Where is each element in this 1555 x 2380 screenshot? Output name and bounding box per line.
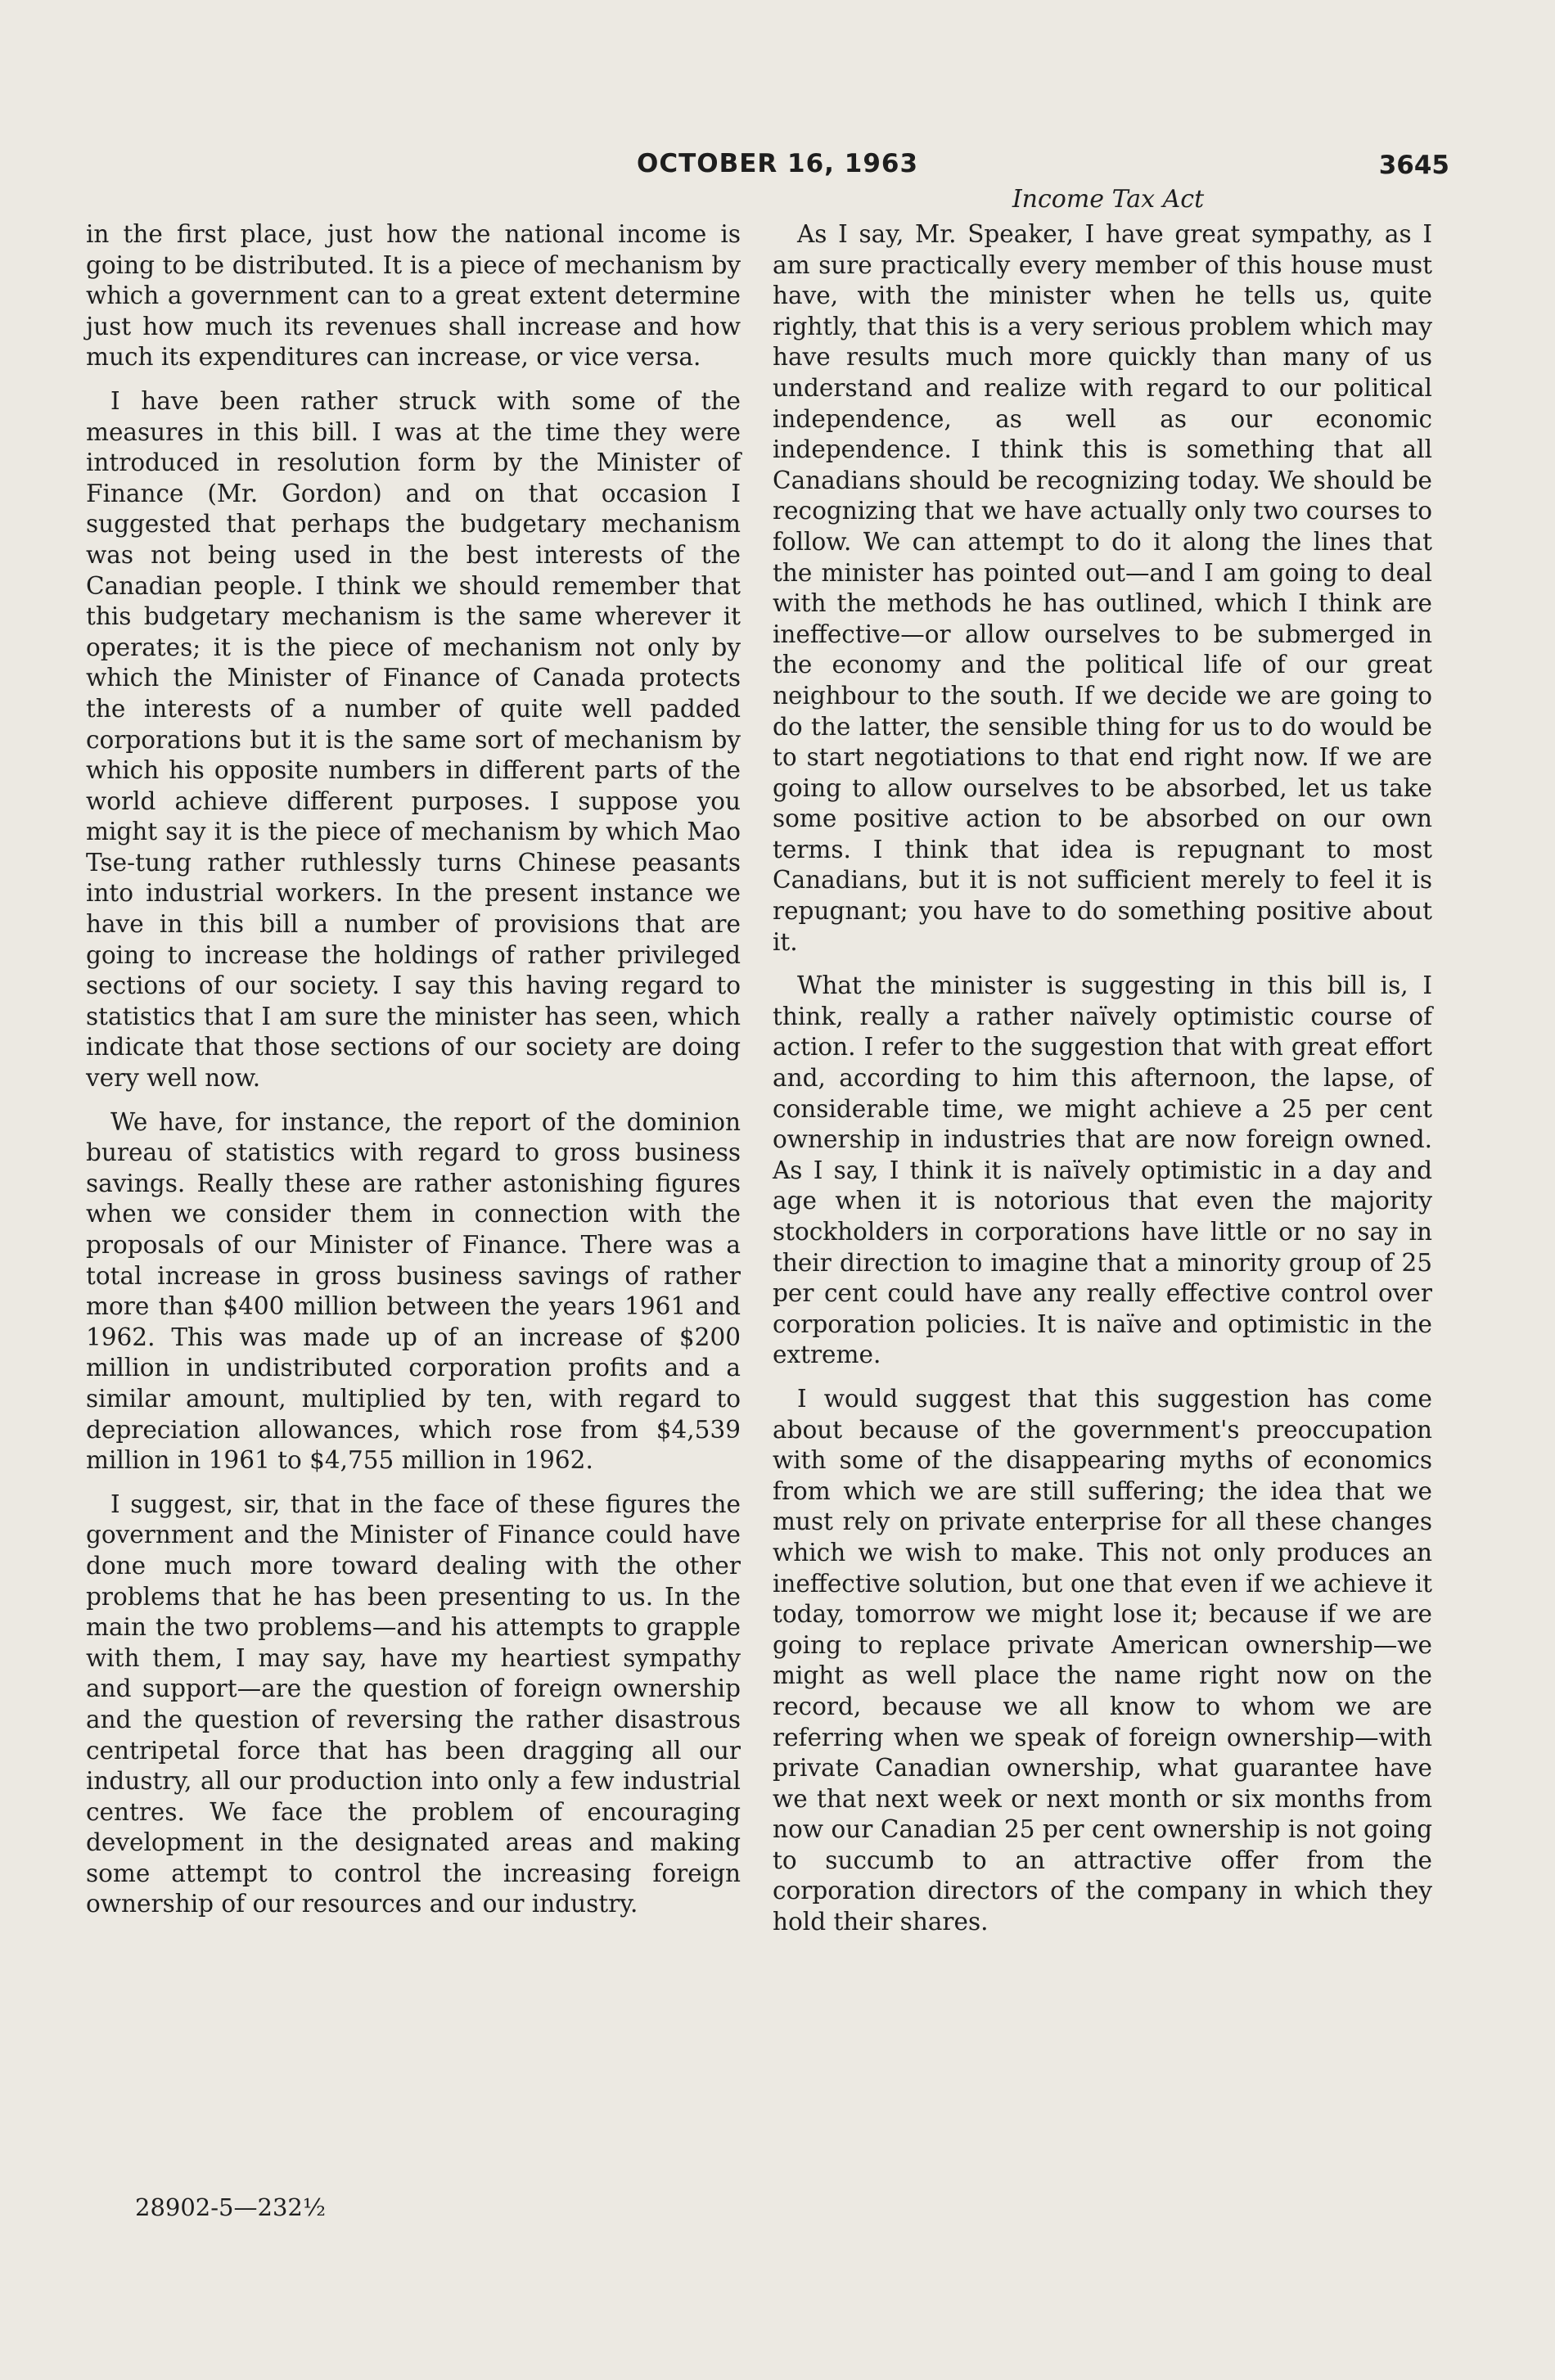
paragraph: I suggest, sir, that in the face of these figures the government and the Minister of Finance could have done much more toward dealing with the other problems that he has been presenting to us. In the main the two problems—and his attempts to grapple with them, I may say, have my heartiest sympathy and support—are the question of foreign ownership and the question of reversing the rather disastrous centripetal force that has been dragging all our industry, all our production into only a few industrial centres. We face the problem of encouraging development in the designated areas and making some attempt to control the increasing foreign ownership of our resources and our industry.	[86, 1490, 741, 1918]
page-number: 3645	[1378, 151, 1449, 180]
paragraph: We have, for instance, the report of the dominion bureau of statistics with regard to gross business savings. Really these are rather astonishing figures when we consider them in connection with the proposals of our Minister of Finance. There was a total increase in gross business savings of rather more than $400 million between the years 1961 and 1962. This was made up of an increase of $200 million in undistributed corporation profits and a similar amount, multiplied by ten, with regard to depreciation allowances, which rose from $4,539 million in 1961 to $4,755 million in 1962.	[86, 1107, 741, 1475]
running-head: Income Tax Act	[1012, 185, 1205, 214]
paragraph: What the minister is suggesting in this bill is, I think, really a rather naïvely optimistic course of action. I refer to the suggestion that with great effort and, according to him this afternoon, the lapse, of considerable time, we might achieve a 25 per cent ownership in industries that are now foreign owned. As I say, I think it is naïvely optimistic in a day and age when it is notorious that even the majority stockholders in corporations have little or no say in their direction to imagine that a minority group of 25 per cent could have any really effective control over corporation policies. It is naïve and optimistic in the extreme.	[773, 971, 1432, 1369]
right-column	[773, 219, 1432, 1951]
paragraph: in the first place, just how the national income is going to be distributed. It is a piece of mechanism by which a government can to a great extent determine just how much its revenues shall increase and how much its expenditures can increase, or vice versa.	[86, 220, 741, 372]
page-date: OCTOBER 16, 1963	[636, 149, 919, 178]
paragraph: As I say, Mr. Speaker, I have great sympathy, as I am sure practically every member of this house must have, with the minister when he tells us, quite rightly, that this is a very serious problem which may have results much more quickly than many of us understand and realize with regard to our political independence, as well as our economic independence. I think this is something that all Canadians should be recognizing today. We should be recognizing that we have actually only two courses to follow. We can attempt to do it along the lines that the minister has pointed out—and I am going to deal with the methods he has outlined, which I think are ineffective—or allow ourselves to be submerged in the economy and the political life of our great neighbour to the south. If we decide we are going to do the latter, the sensible thing for us to do would be to start negotiations to that end right now. If we are going to allow ourselves to be absorbed, let us take some positive action to be absorbed on our own terms. I think that idea is repugnant to most Canadians, but it is not sufficient merely to feel it is repugnant; you have to do something positive about it.	[773, 220, 1432, 956]
left-column	[86, 219, 741, 1933]
paragraph: I would suggest that this suggestion has come about because of the government's preoccupation with some of the disappearing myths of economics from which we are still suffering; the idea that we must rely on private enterprise for all these changes which we wish to make. This not only produces an ineffective solution, but one that even if we achieve it today, tomorrow we might lose it; because if we are going to replace private American ownership—we might as well place the name right now on the record, because we all know to whom we are referring when we speak of foreign ownership—with private Canadian ownership, what guarantee have we that next week or next month or six months from now our Canadian 25 per cent ownership is not going to succumb to an attractive offer from the corporation directors of the company in which they hold their shares.	[773, 1384, 1432, 1936]
paragraph: I have been rather struck with some of the measures in this bill. I was at the time they were introduced in resolution form by the Minister of Finance (Mr. Gordon) and on that occasion I suggested that perhaps the budgetary mechanism was not being used in the best interests of the Canadian people. I think we should remember that this budgetary mechanism is the same wherever it operates; it is the piece of mechanism not only by which the Minister of Finance of Canada protects the interests of a number of quite well padded corporations but it is the same sort of mechanism by which his opposite numbers in different parts of the world achieve different purposes. I suppose you might say it is the piece of mechanism by which Mao Tse-tung rather ruthlessly turns Chinese peasants into industrial workers. In the present instance we have in this bill a number of provisions that are going to increase the holdings of rather privileged sections of our society. I say this having regard to statistics that I am sure the minister has seen, which indicate that those sections of our society are doing very well now.	[86, 386, 741, 1093]
footer-print-code: 28902-5—232½	[135, 2193, 326, 2221]
